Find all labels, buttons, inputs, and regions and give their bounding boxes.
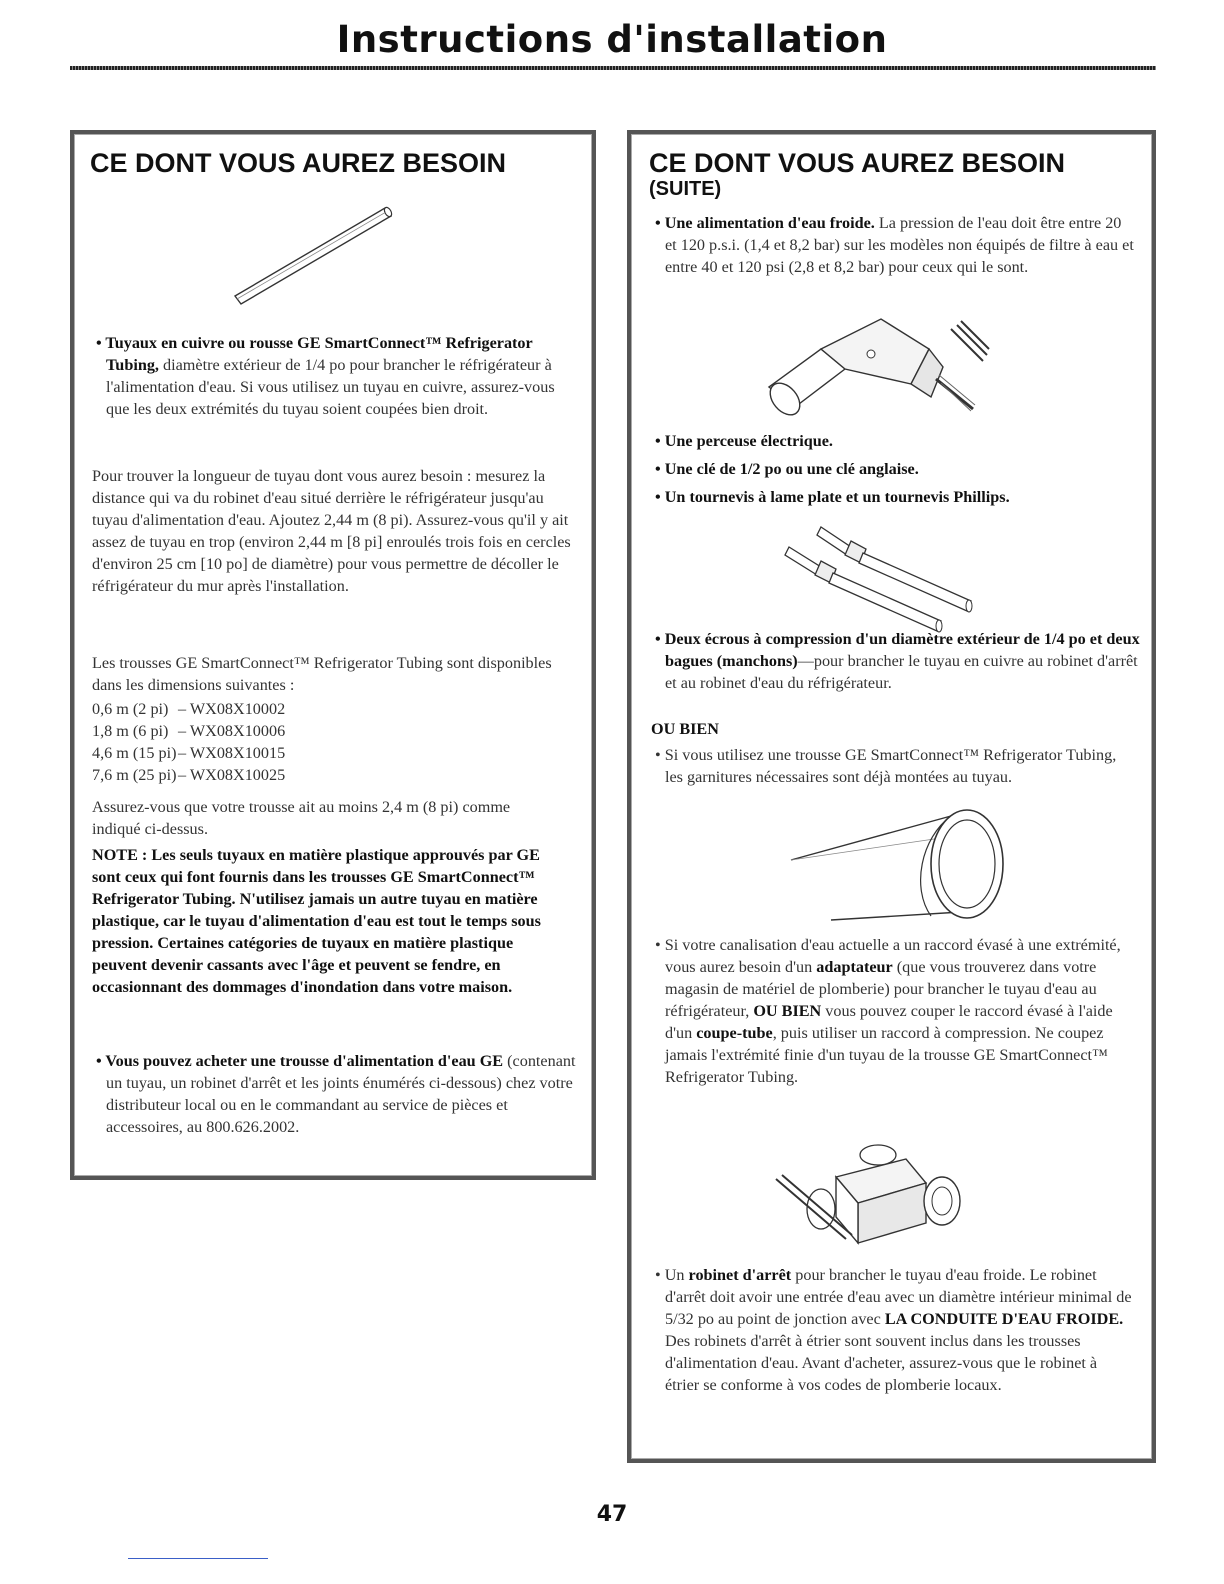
- footer-link-line: [128, 1558, 268, 1559]
- tool-screwdrivers: • Un tournevis à lame plate et un tournevis Phillips.: [655, 488, 1010, 506]
- pipe-cutter-bold: coupe-tube: [696, 1024, 773, 1042]
- compression-nuts-item: [651, 628, 1140, 694]
- shutoff-valve-item: • Un robinet d'arrêt pour brancher le tuyau d'eau froide. Le robinet d'arrêt doit avoir une entrée d'eau avec un diamètre intérieur minimal de 5/32 po au point de jonction avec LA CONDUITE D'EAU FROIDE. Des robinets d'arrêt à étrier sont souvent inclus dans les trousses d'alimentation d'eau. Avant d'acheter, assurez-vous que le robinet à étrier se conforme à vos codes de plomberie locaux.: [655, 1266, 1132, 1394]
- size-row: 0,6 m (2 pi) – WX08X10002: [92, 700, 286, 718]
- right-panel: [627, 130, 1156, 1463]
- shutoff-valve-illustration: [766, 1139, 976, 1249]
- smartconnect-item: • Si vous utilisez une trousse GE SmartConnect™ Refrigerator Tubing, les garnitures nécessaires sont déjà montées au tuyau.: [655, 746, 1117, 786]
- kit-bold: • Vous pouvez acheter une trousse d'alimentation d'eau GE: [96, 1052, 504, 1070]
- tools-list: [651, 430, 1131, 508]
- ensure-paragraph: Assurez-vous que votre trousse ait au moins 2,4 m (8 pi) comme indiqué ci-dessus.: [92, 798, 511, 838]
- right-subheading: (SUITE): [649, 178, 722, 200]
- drill-illustration: [761, 309, 991, 434]
- sizes-list: [92, 698, 572, 786]
- size-row: 4,6 m (15 pi)– WX08X10015: [92, 744, 286, 762]
- right-heading: CE DONT VOUS AUREZ BESOIN: [649, 148, 1066, 178]
- compression-nuts-illustration: [781, 519, 991, 634]
- adapter-item: • Si votre canalisation d'eau actuelle a un raccord évasé à une extrémité, vous aurez besoin d'un adaptateur (que vous trouverez dans votre magasin de matériel de plomberie) pour brancher le tuyau d'eau au réfrigérateur, OU BIEN vous pouvez couper le raccord évasé à l'aide d'un coupe-tube, puis utiliser un raccord à compression. Ne coupez jamais l'extrémité finie d'un tuyau de la trousse GE SmartConnect™ Refrigerator Tubing.: [655, 936, 1121, 1086]
- left-heading: CE DONT VOUS AUREZ BESOIN: [90, 148, 507, 178]
- adapter-bold: adaptateur: [816, 958, 893, 976]
- length-paragraph: Pour trouver la longueur de tuyau dont vous aurez besoin : mesurez la distance qui va du robinet d'eau situé derrière le réfrigérateur jusqu'au tuyau d'alimentation d'eau. Ajoutez 2,44 m (8 pi). Assurez-vous qu'il y ait assez de tuyau en trop (environ 2,44 m [8 pi] enroulés trois fois en cercles d'environ 25 cm [10 po] de diamètre) pour vous permettre de décoller le réfrigérateur du mur après l'installation.: [92, 467, 571, 595]
- tubing-text: diamètre extérieur de 1/4 po pour brancher le réfrigérateur à l'alimentation d'eau. Si vous utilisez un tuyau en cuivre, assurez-vous que les deux extrémités du tuyau soient coupées bien droit.: [106, 356, 555, 418]
- tubing-end-illustration: [781, 798, 1011, 938]
- nuts-bold: • Deux écrous à compression d'un diamètre extérieur de 1/4 po et deux bagues (manchons): [655, 630, 1140, 670]
- note-paragraph: NOTE : Les seuls tuyaux en matière plastique approuvés par GE sont ceux qui font fournis dans les trousses GE SmartConnect™ Refrigerator Tubing. N'utilisez jamais un autre tuyau en matière plastique, car le tuyau d'alimentation d'eau est tout le temps sous pression. Certaines catégories de tuyaux en matière plastique peuvent devenir cassants avec l'âge et peuvent se fendre, en occasionnant des dommages d'inondation dans votre maison.: [92, 846, 541, 996]
- or-label: OU BIEN: [651, 720, 719, 738]
- tool-wrench: • Une clé de 1/2 po ou une clé anglaise.: [655, 460, 919, 478]
- size-row: 7,6 m (25 pi)– WX08X10025: [92, 766, 286, 784]
- valve-bold: robinet d'arrêt: [688, 1266, 792, 1284]
- tubing-item: [92, 332, 576, 420]
- or-bold: OU BIEN: [753, 1002, 822, 1020]
- kits-intro: Les trousses GE SmartConnect™ Refrigerator Tubing sont disponibles dans les dimensions suivantes :: [92, 654, 552, 694]
- cold-line-bold: LA CONDUITE D'EAU FROIDE.: [884, 1310, 1124, 1328]
- kit-text: (contenant un tuyau, un robinet d'arrêt et les joints énumérés ci-dessous) chez votre distributeur local ou en le commandant au service de pièces et accessoires, au 800.626.2002.: [106, 1052, 576, 1136]
- nuts-text: —pour brancher le tuyau en cuivre au robinet d'arrêt et au robinet d'eau du réfrigérateur.: [665, 652, 1138, 692]
- kit-purchase-item: [92, 1050, 586, 1138]
- page-number: 47: [596, 1502, 628, 1527]
- cold-water-item: [651, 212, 1135, 278]
- left-panel: [70, 130, 596, 1180]
- water-text: La pression de l'eau doit être entre 20 et 120 p.s.i. (1,4 et 8,2 bar) sur les modèles non équipés de filtre à eau et entre 40 et 120 psi (2,8 et 8,2 bar) pour ceux qui le sont.: [665, 214, 1134, 276]
- copper-tubing-illustration: [229, 200, 399, 310]
- water-bold: • Une alimentation d'eau froide.: [655, 214, 875, 232]
- tool-drill: • Une perceuse électrique.: [655, 432, 833, 450]
- size-row: 1,8 m (6 pi) – WX08X10006: [92, 722, 286, 740]
- title-rule: [70, 66, 1156, 70]
- page-title: Instructions d'installation: [336, 18, 888, 61]
- tubing-bold: • Tuyaux en cuivre ou rousse GE SmartConnect™ Refrigerator Tubing,: [96, 334, 533, 374]
